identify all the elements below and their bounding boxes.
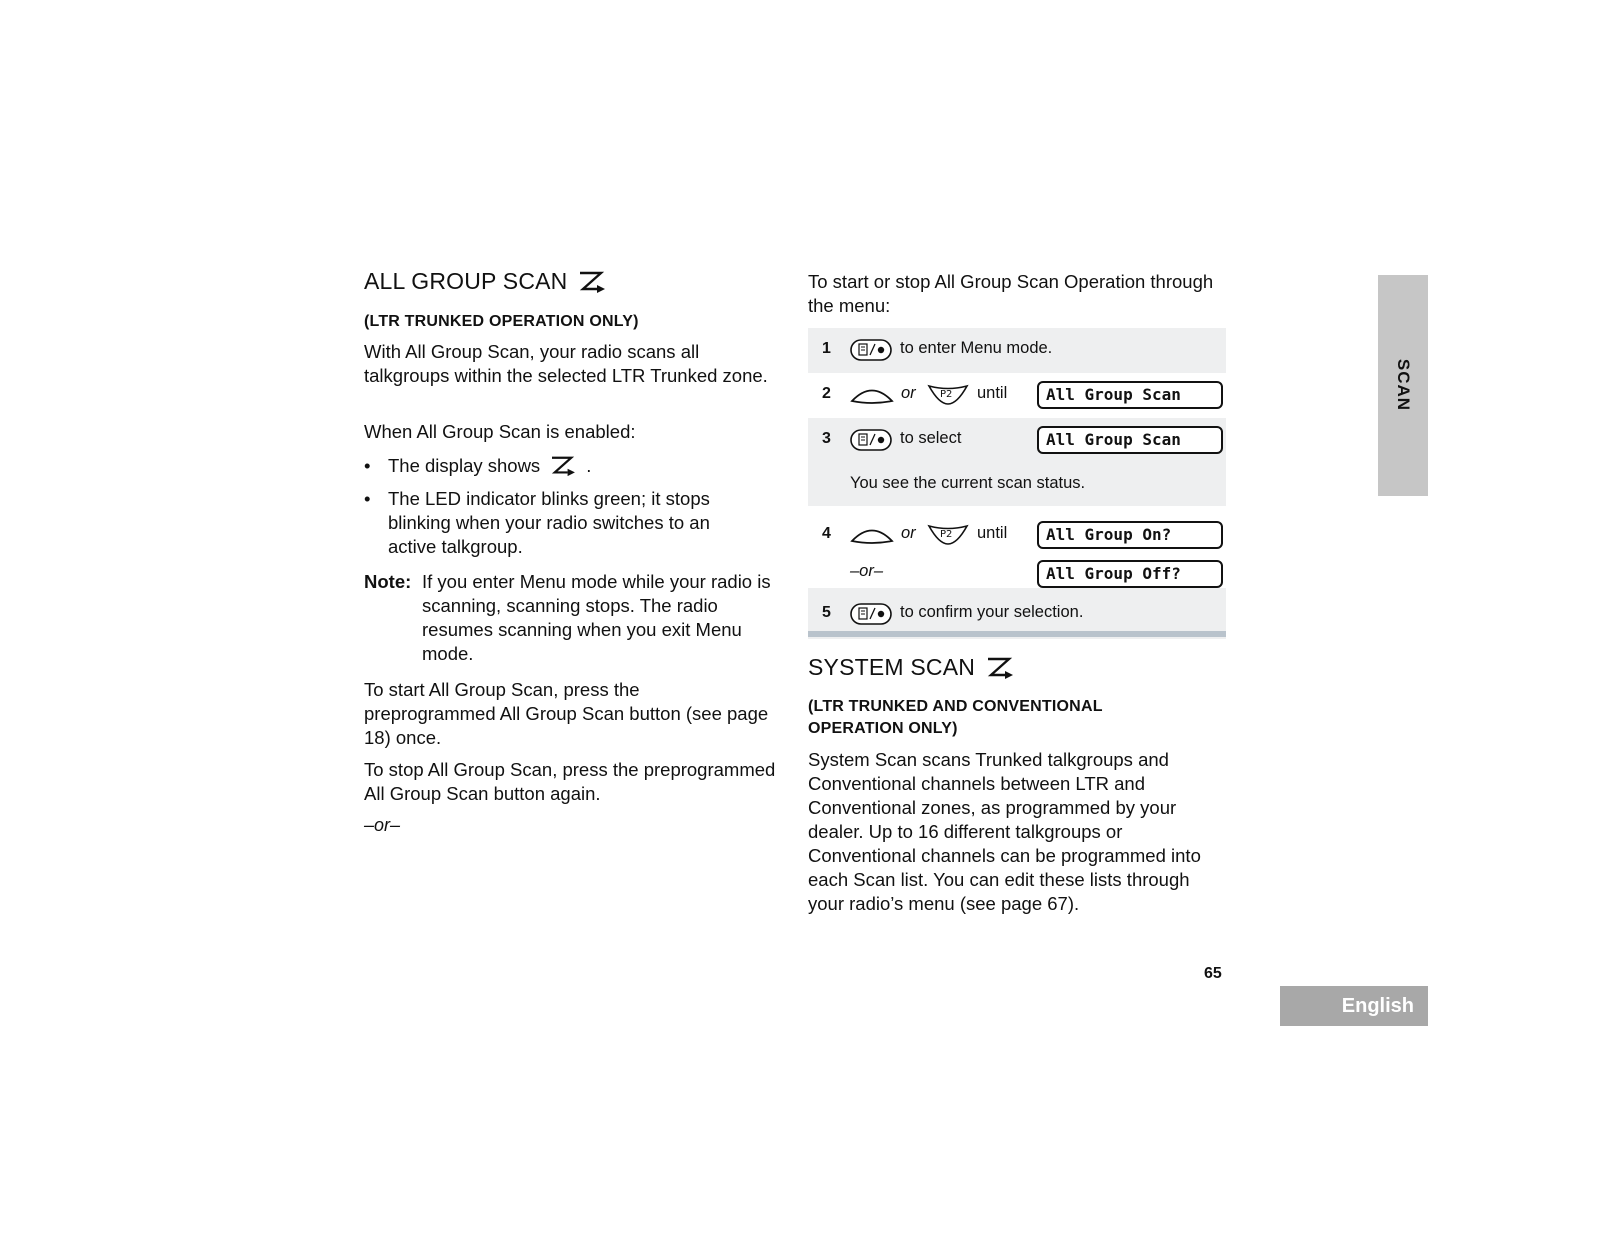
svg-text:P2: P2 <box>940 389 953 400</box>
system-scan-paragraph: System Scan scans Trunked talkgroups and Conventional channels between LTR and Conventional zones, as programmed by your dealer. Up to 16 different talkgroups or Conventional channels can be programmed into each Scan list. You can edit these lists through your radio’s menu (see page 67). <box>808 749 1201 914</box>
language-tab: English <box>1280 986 1428 1026</box>
step-table <box>808 328 1226 639</box>
all-group-scan-heading <box>364 268 607 295</box>
step-row: 2 or P2 until All Group Scan <box>808 373 1226 418</box>
scan-icon <box>577 270 607 294</box>
page-number: 65 <box>1204 965 1222 982</box>
display-all-group-off: All Group Off? <box>1037 560 1223 588</box>
stop-paragraph: To stop All Group Scan, press the preprogrammed All Group Scan button again. <box>364 759 776 804</box>
step-row: 1 to enter Menu mode. <box>808 328 1226 373</box>
menu-intro: To start or stop All Group Scan Operation through the menu: <box>808 271 1214 316</box>
scan-icon <box>985 656 1015 680</box>
p2-button-icon <box>927 522 969 546</box>
heading-text: ALL GROUP SCAN <box>364 268 568 294</box>
bullet-list <box>364 454 784 559</box>
scroll-up-button-icon <box>850 526 894 546</box>
list-item: • The LED indicator blinks green; it stops blinking when your radio switches to an active talkgroup. <box>364 488 710 557</box>
menu-select-button-icon <box>850 603 892 625</box>
scroll-up-button-icon <box>850 386 894 406</box>
all-group-scan-subheading: (LTR TRUNKED OPERATION ONLY) <box>364 313 639 330</box>
or-separator: –or– <box>850 562 884 580</box>
display-all-group-on: All Group On? <box>1037 521 1223 549</box>
note-text: If you enter Menu mode while your radio is scanning, scanning stops. The radio resumes scanning when you exit Menu mode. <box>422 571 771 664</box>
list-item: • The display shows . <box>364 455 592 476</box>
svg-text:P2: P2 <box>940 529 953 540</box>
section-tab-label: SCAN <box>1394 358 1413 412</box>
heading-text: SYSTEM SCAN <box>808 654 976 680</box>
display-all-group-scan: All Group Scan <box>1037 426 1223 454</box>
system-scan-heading <box>808 654 1015 681</box>
section-tab <box>1378 275 1428 496</box>
scan-icon <box>548 455 578 477</box>
start-paragraph: To start All Group Scan, press the preprogrammed All Group Scan button (see page 18) once. <box>364 679 769 748</box>
system-scan-subheading: (LTR TRUNKED AND CONVENTIONAL OPERATION ONLY) <box>808 698 1103 737</box>
step-row: 3 to select All Group Scan You see the current scan status. <box>808 418 1226 506</box>
step-row: 4 or P2 until All Group On? –or– All Group Off? <box>808 506 1226 588</box>
table-bottom-rule <box>808 631 1226 637</box>
menu-select-button-icon <box>850 429 892 451</box>
intro-paragraph: With All Group Scan, your radio scans all talkgroups within the selected LTR Trunked zone. <box>364 341 768 386</box>
p2-button-icon <box>927 382 969 406</box>
note <box>364 570 784 666</box>
menu-select-button-icon <box>850 339 892 361</box>
step-row: 5 to confirm your selection. <box>808 588 1226 639</box>
display-all-group-scan: All Group Scan <box>1037 381 1223 409</box>
enabled-paragraph: When All Group Scan is enabled: <box>364 421 636 442</box>
or-separator: –or– <box>364 815 401 835</box>
scan-status-note: You see the current scan status. <box>850 474 1086 492</box>
note-label: Note: <box>364 571 412 592</box>
